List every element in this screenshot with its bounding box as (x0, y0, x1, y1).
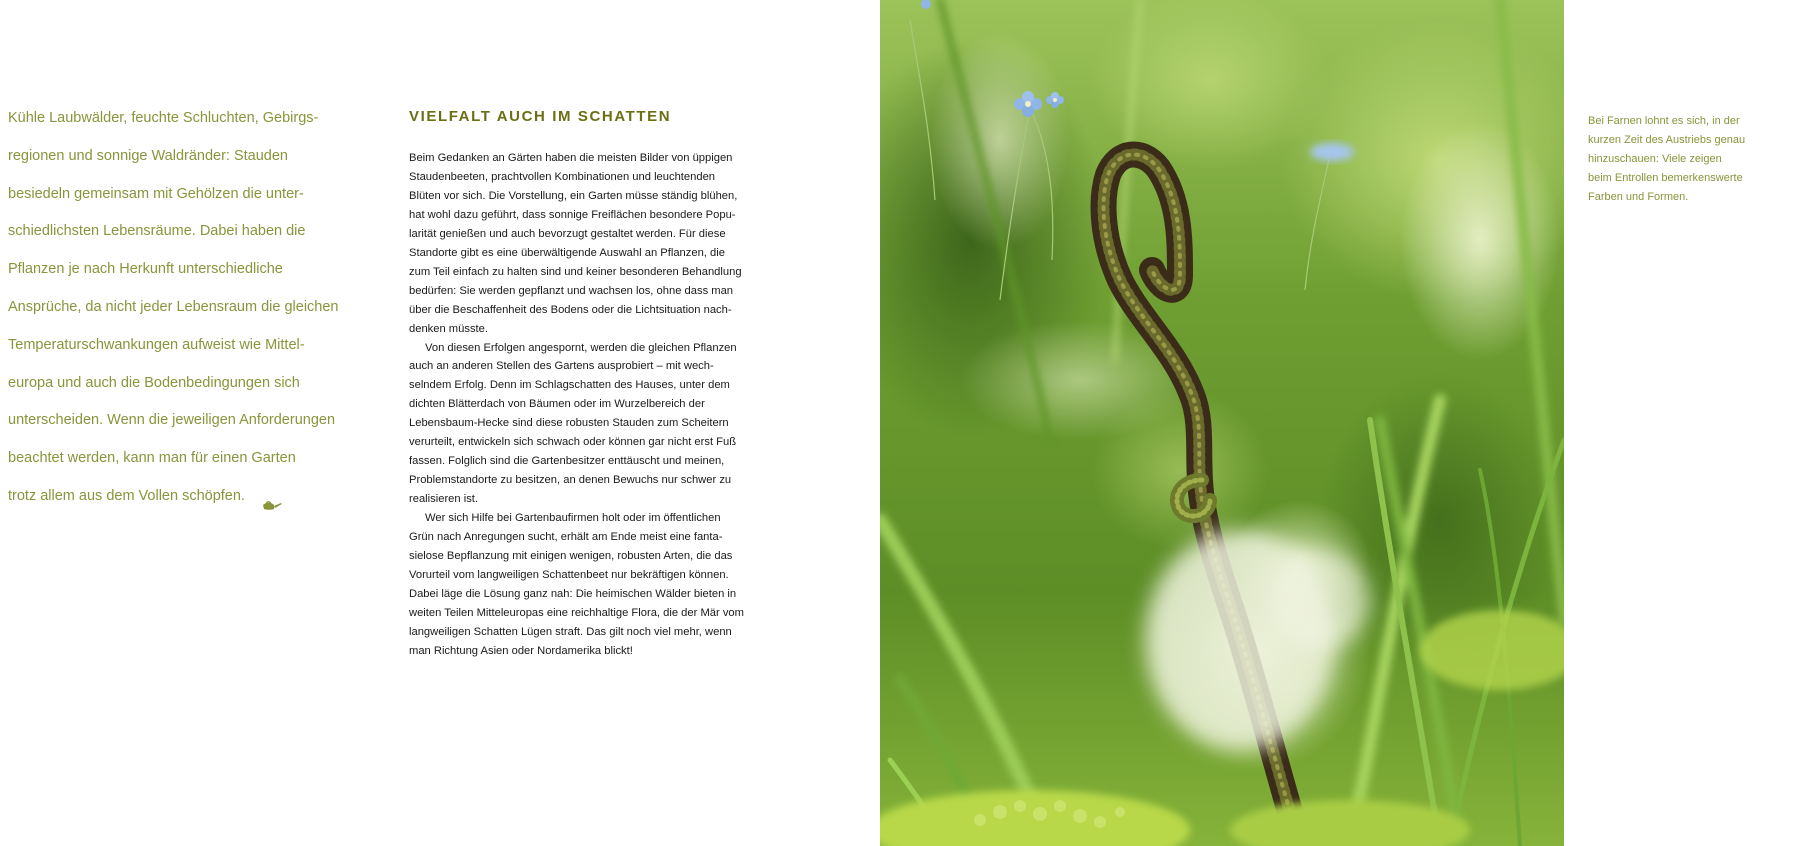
intro-line: beachtet werden, kann man für einen Garten (8, 450, 296, 467)
caption-line: beim Entrollen bemerkenswerte (1588, 171, 1743, 184)
body-line: Staudenbeeten, prachtvollen Kombinationen und leuchtenden (409, 170, 716, 183)
caption-line: Farben und Formen. (1588, 190, 1689, 203)
body-line: Standorte gibt es eine überwältigende Auswahl an Pflanzen, die (409, 246, 725, 259)
caption-line: Bei Farnen lohnt es sich, in der (1588, 115, 1740, 127)
body-line: auch an anderen Stellen des Gartens ausprobiert – mit wech- (409, 360, 714, 373)
intro-line: schiedlichsten Lebensräume. Dabei haben die (8, 223, 306, 240)
body-line: dichten Blätterdach von Bäumen oder im Wurzelbereich der (409, 398, 705, 411)
body-line: Grün nach Anregungen sucht, erhält am Ende meist eine fanta- (409, 531, 723, 544)
body-line: Blüten vor sich. Die Vorstellung, ein Garten müsse ständig blühen, (409, 189, 738, 202)
fern-fiddlehead-photo (880, 0, 1564, 846)
body-line: über die Beschaffenheit des Bodens oder die Lichtsituation nach- (409, 303, 732, 316)
intro-line: unterscheiden. Wenn die jeweiligen Anforderungen (8, 412, 336, 429)
body-line: hat wohl dazu geführt, dass sonnige Freiflächen besondere Popu- (409, 208, 736, 221)
intro-line: trotz allem aus dem Vollen schöpfen. (8, 487, 245, 504)
caption-line: hinzuschauen: Viele zeigen (1588, 152, 1722, 165)
body-line: verurteilt, entwickeln sich schwach oder können gar nicht erst Fuß (409, 436, 737, 449)
body-line: Von diesen Erfolgen angespornt, werden die gleichen Pflanzen (425, 341, 737, 354)
intro-last-line (8, 478, 363, 516)
body-line: sielose Bepflanzung mit einigen wenigen, robusten Arten, die das (409, 550, 733, 563)
body-line: zum Teil einfach zu halten sind und keiner besonderen Behandlung (409, 265, 742, 278)
body-line: bedürfen: Sie werden gepflanzt und wachsen los, ohne dass man (409, 284, 734, 297)
body-line: denken müsste. (409, 322, 488, 335)
intro-line: Pflanzen je nach Herkunft unterschiedliche (8, 261, 283, 278)
body-line: weiten Teilen Mitteleuropas eine reichhaltige Flora, die der Mär vom (409, 606, 744, 619)
body-line: Wer sich Hilfe bei Gartenbaufirmen holt oder im öffentlichen (425, 512, 721, 525)
body-line: fassen. Folglich sind die Gartenbesitzer enttäuscht und meinen, (409, 455, 725, 468)
body-line: Lebensbaum-Hecke sind diese robusten Stauden zum Scheitern (409, 417, 729, 430)
body-line: realisieren ist. (409, 493, 479, 506)
body-line: Problemstandorte zu besitzen, an denen Bewuchs nur schwer zu (409, 474, 732, 487)
body-line: langweiligen Schatten Lügen straft. Das gilt noch viel mehr, wenn (409, 625, 732, 638)
watering-can-icon (261, 490, 283, 502)
body-line: Vorurteil vom langweiligen Schattenbeet nur bekräftigen können. (409, 568, 729, 581)
body-line: man Richtung Asien oder Nordamerika blickt! (409, 644, 633, 657)
intro-line: europa und auch die Bodenbedingungen sich (8, 374, 300, 391)
intro-line: Temperaturschwankungen aufweist wie Mittel- (8, 336, 305, 353)
photo-caption (1588, 112, 1788, 207)
body-line: selndem Erfolg. Denn im Schlagschatten des Hauses, unter dem (409, 379, 730, 392)
intro-line: Kühle Laubwälder, feuchte Schluchten, Gebirgs- (8, 110, 319, 126)
body-line: larität genießen und auch bevorzugt gestaltet werden. Für diese (409, 227, 726, 240)
body-line: Beim Gedanken an Gärten haben die meisten Bilder von üppigen (409, 152, 733, 164)
article-body (409, 149, 769, 661)
intro-line: besiedeln gemeinsam mit Gehölzen die unter- (8, 185, 304, 202)
body-line: Dabei läge die Lösung ganz nah: Die heimischen Wälder bieten in (409, 587, 737, 600)
section-heading: VIELFALT AUCH IM SCHATTEN (409, 108, 672, 125)
intro-line: regionen und sonnige Waldränder: Stauden (8, 147, 288, 164)
caption-line: kurzen Zeit des Austriebs genau (1588, 133, 1746, 146)
intro-text (8, 100, 363, 516)
intro-line: Ansprüche, da nicht jeder Lebensraum die gleichen (8, 298, 339, 315)
